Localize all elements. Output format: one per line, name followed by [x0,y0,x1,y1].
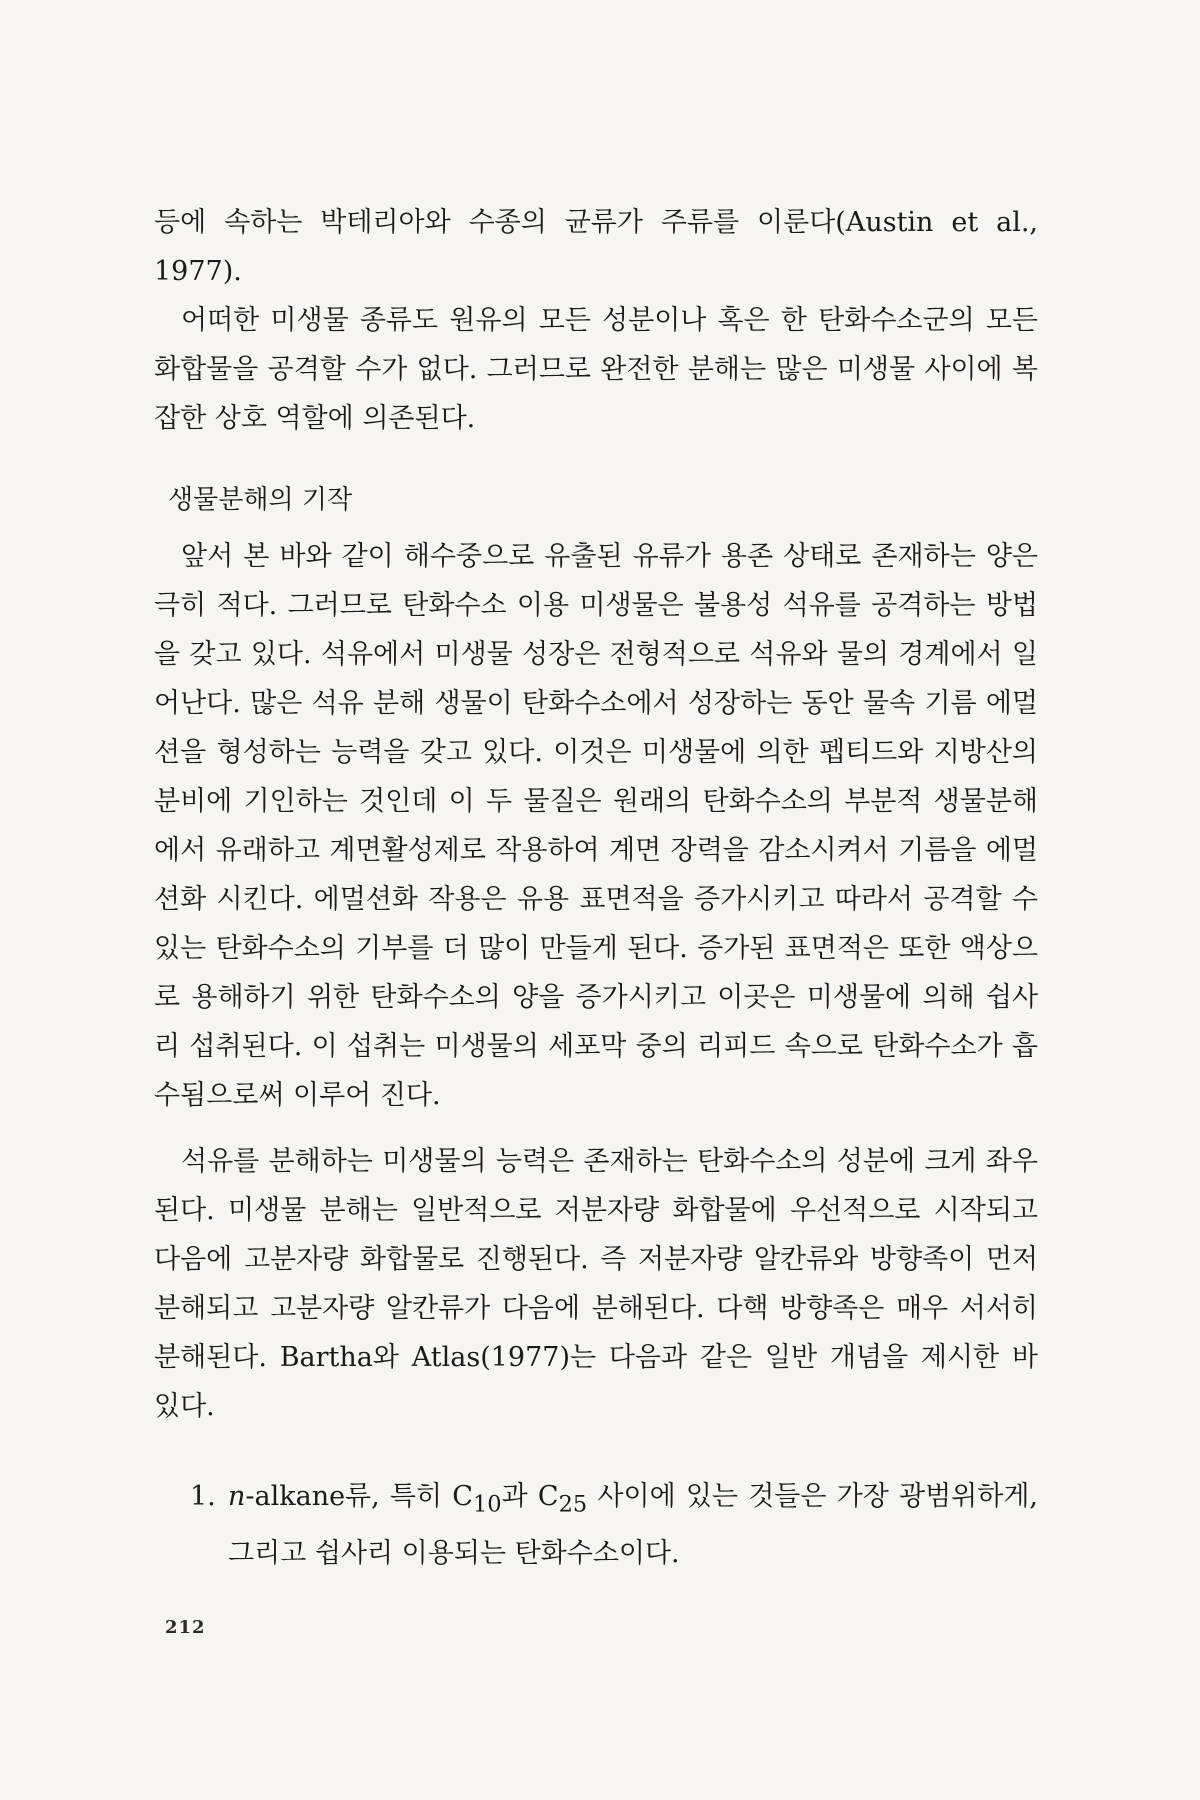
list-item-text: n-alkane류, 특히 $C_{10}$과 $C_{25}$ 사이에 있는 것들은 가장 광범위하게, 그리고 쉽사리 이용되는 탄화수소이다. [228,1481,1039,1570]
degradation-text [154,1137,1038,1431]
paragraph: 앞서 본 바와 같이 해수중으로 유출된 유류가 용존 상태로 존재하는 양은 극히 적다. 그러므로 탄화수소 이용 미생물은 불용성 석유를 공격하는 방법을 갖고 있다. 석유에서 미생물 성장은 전형적으로 석유와 물의 경계에서 일어난다. 많은 석유 분해 생물이 탄화수소에서 성장하는 동안 물속 기름 에멀션을 형성하는 능력을 갖고 있다. 이것은 미생물에 의한 펩티드와 지방산의 분비에 기인하는 것인데 이 두 물질은 원래의 탄화수소의 부분적 생물분해에서 유래하고 계면활성제로 작용하여 계면 장력을 감소시켜서 기름을 에멀션화 시킨다. 에멀션화 작용은 유용 표면적을 증가시키고 따라서 공격할 수 있는 탄화수소의 기부를 더 많이 만들게 된다. 증가된 표면적은 또한 액상으로 용해하기 위한 탄화수소의 양을 증가시키고 이곳은 미생물에 의해 쉽사리 섭취된다. 이 섭취는 미생물의 세포막 중의 리피드 속으로 탄화수소가 흡수됨으로써 이루어 진다. [154,541,1038,1111]
subscript: 25 [558,1491,588,1518]
paragraph: 어떠한 미생물 종류도 원유의 모든 성분이나 혹은 한 탄화수소군의 모든 화합물을 공격할 수가 없다. 그러므로 완전한 분해는 많은 미생물 사이에 복잡한 상호 역할에 의존된다. [154,305,1038,434]
list-item-number: 1. [190,1481,216,1512]
mechanism-text [154,532,1038,1120]
list-item [190,1472,1038,1578]
paragraph: 석유를 분해하는 미생물의 능력은 존재하는 탄화수소의 성분에 크게 좌우된다. 미생물 분해는 일반적으로 저분자량 화합물에 우선적으로 시작되고 다음에 고분자량 화합물로 진행된다. 즉 저분자량 알칸류와 방향족이 먼저 분해되고 고분자량 알칸류가 다음에 분해된다. 다핵 방향족은 매우 서서히 분해된다. Bartha와 Atlas(1977)는 다음과 같은 일반 개념을 제시한 바 있다. [154,1146,1038,1422]
section-heading: 생물분해의 기작 [168,485,353,515]
continued-paragraph: 등에 속하는 박테리아와 수종의 균류가 주류를 이룬다(Austin et al., 1977). [154,207,1038,287]
opening-text [154,198,1038,443]
subscript: 10 [472,1491,502,1518]
page-number: 212 [165,1617,206,1638]
italic-prefix: n [228,1481,246,1512]
